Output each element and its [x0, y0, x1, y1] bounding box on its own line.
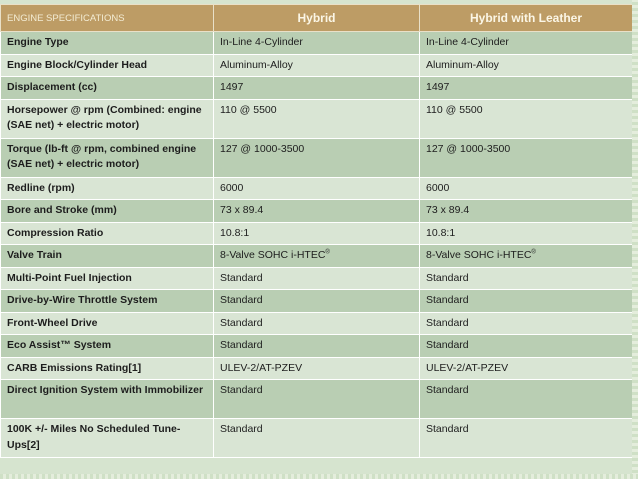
feature-cell: Valve Train — [1, 245, 214, 268]
feature-cell: Horsepower @ rpm (Combined: engine (SAE net) + electric motor) — [1, 99, 214, 138]
feature-cell: Front-Wheel Drive — [1, 312, 214, 335]
leather-cell: ULEV-2/AT-PZEV — [420, 357, 633, 380]
hybrid-cell: 6000 — [214, 177, 420, 200]
leather-cell: 73 x 89.4 — [420, 200, 633, 223]
leather-cell: 10.8:1 — [420, 222, 633, 245]
table-row — [1, 380, 633, 419]
hybrid-cell: 73 x 89.4 — [214, 200, 420, 223]
feature-cell: Compression Ratio — [1, 222, 214, 245]
table-row — [1, 290, 633, 313]
feature-cell: Eco Assist™ System — [1, 335, 214, 358]
feature-cell: 100K +/- Miles No Scheduled Tune-Ups[2] — [1, 419, 214, 458]
feature-cell: Direct Ignition System with Immobilizer — [1, 380, 214, 419]
feature-cell: Redline (rpm) — [1, 177, 214, 200]
leather-cell: 1497 — [420, 77, 633, 100]
feature-cell: Engine Block/Cylinder Head — [1, 54, 214, 77]
table-row — [1, 222, 633, 245]
table-row — [1, 138, 633, 177]
feature-cell: Bore and Stroke (mm) — [1, 200, 214, 223]
table-row — [1, 357, 633, 380]
header-hybrid: Hybrid — [214, 5, 420, 32]
table-row — [1, 32, 633, 55]
hybrid-cell: In-Line 4-Cylinder — [214, 32, 420, 55]
table-row — [1, 312, 633, 335]
leather-cell: Standard — [420, 335, 633, 358]
feature-cell: CARB Emissions Rating[1] — [1, 357, 214, 380]
table-row — [1, 267, 633, 290]
registered-mark: ® — [325, 249, 330, 256]
table-row — [1, 419, 633, 458]
valve-train-text: 8-Valve SOHC i-HTEC — [220, 249, 326, 261]
hybrid-cell: Standard — [214, 290, 420, 313]
feature-cell: Displacement (cc) — [1, 77, 214, 100]
leather-cell: In-Line 4-Cylinder — [420, 32, 633, 55]
leather-cell: Aluminum-Alloy — [420, 54, 633, 77]
hybrid-cell: 1497 — [214, 77, 420, 100]
hybrid-cell: Aluminum-Alloy — [214, 54, 420, 77]
leather-cell: 127 @ 1000-3500 — [420, 138, 633, 177]
decorative-border-bottom — [0, 474, 638, 479]
hybrid-cell: 10.8:1 — [214, 222, 420, 245]
header-engine-specifications: ENGINE SPECIFICATIONS — [1, 5, 214, 32]
table-row — [1, 335, 633, 358]
hybrid-cell — [214, 245, 420, 268]
registered-mark: ® — [531, 249, 536, 256]
leather-cell: Standard — [420, 380, 633, 419]
hybrid-cell: Standard — [214, 267, 420, 290]
valve-train-text: 8-Valve SOHC i-HTEC — [426, 249, 532, 261]
leather-cell: 6000 — [420, 177, 633, 200]
feature-cell: Drive-by-Wire Throttle System — [1, 290, 214, 313]
header-hybrid-with-leather: Hybrid with Leather — [420, 5, 633, 32]
table-row — [1, 200, 633, 223]
feature-cell: Torque (lb-ft @ rpm, combined engine (SAE net) + electric motor) — [1, 138, 214, 177]
hybrid-cell: Standard — [214, 312, 420, 335]
engine-specifications-table — [0, 4, 633, 458]
hybrid-cell: Standard — [214, 335, 420, 358]
table-row — [1, 177, 633, 200]
leather-cell: Standard — [420, 267, 633, 290]
leather-cell — [420, 245, 633, 268]
hybrid-cell: ULEV-2/AT-PZEV — [214, 357, 420, 380]
hybrid-cell: Standard — [214, 419, 420, 458]
table-row — [1, 77, 633, 100]
leather-cell: Standard — [420, 290, 633, 313]
table-row — [1, 54, 633, 77]
table-header-row — [1, 5, 633, 32]
leather-cell: Standard — [420, 312, 633, 335]
decorative-border-right — [632, 0, 638, 479]
hybrid-cell: Standard — [214, 380, 420, 419]
leather-cell: 110 @ 5500 — [420, 99, 633, 138]
hybrid-cell: 110 @ 5500 — [214, 99, 420, 138]
leather-cell: Standard — [420, 419, 633, 458]
hybrid-cell: 127 @ 1000-3500 — [214, 138, 420, 177]
feature-cell: Engine Type — [1, 32, 214, 55]
table-row — [1, 99, 633, 138]
table-row — [1, 245, 633, 268]
feature-cell: Multi-Point Fuel Injection — [1, 267, 214, 290]
